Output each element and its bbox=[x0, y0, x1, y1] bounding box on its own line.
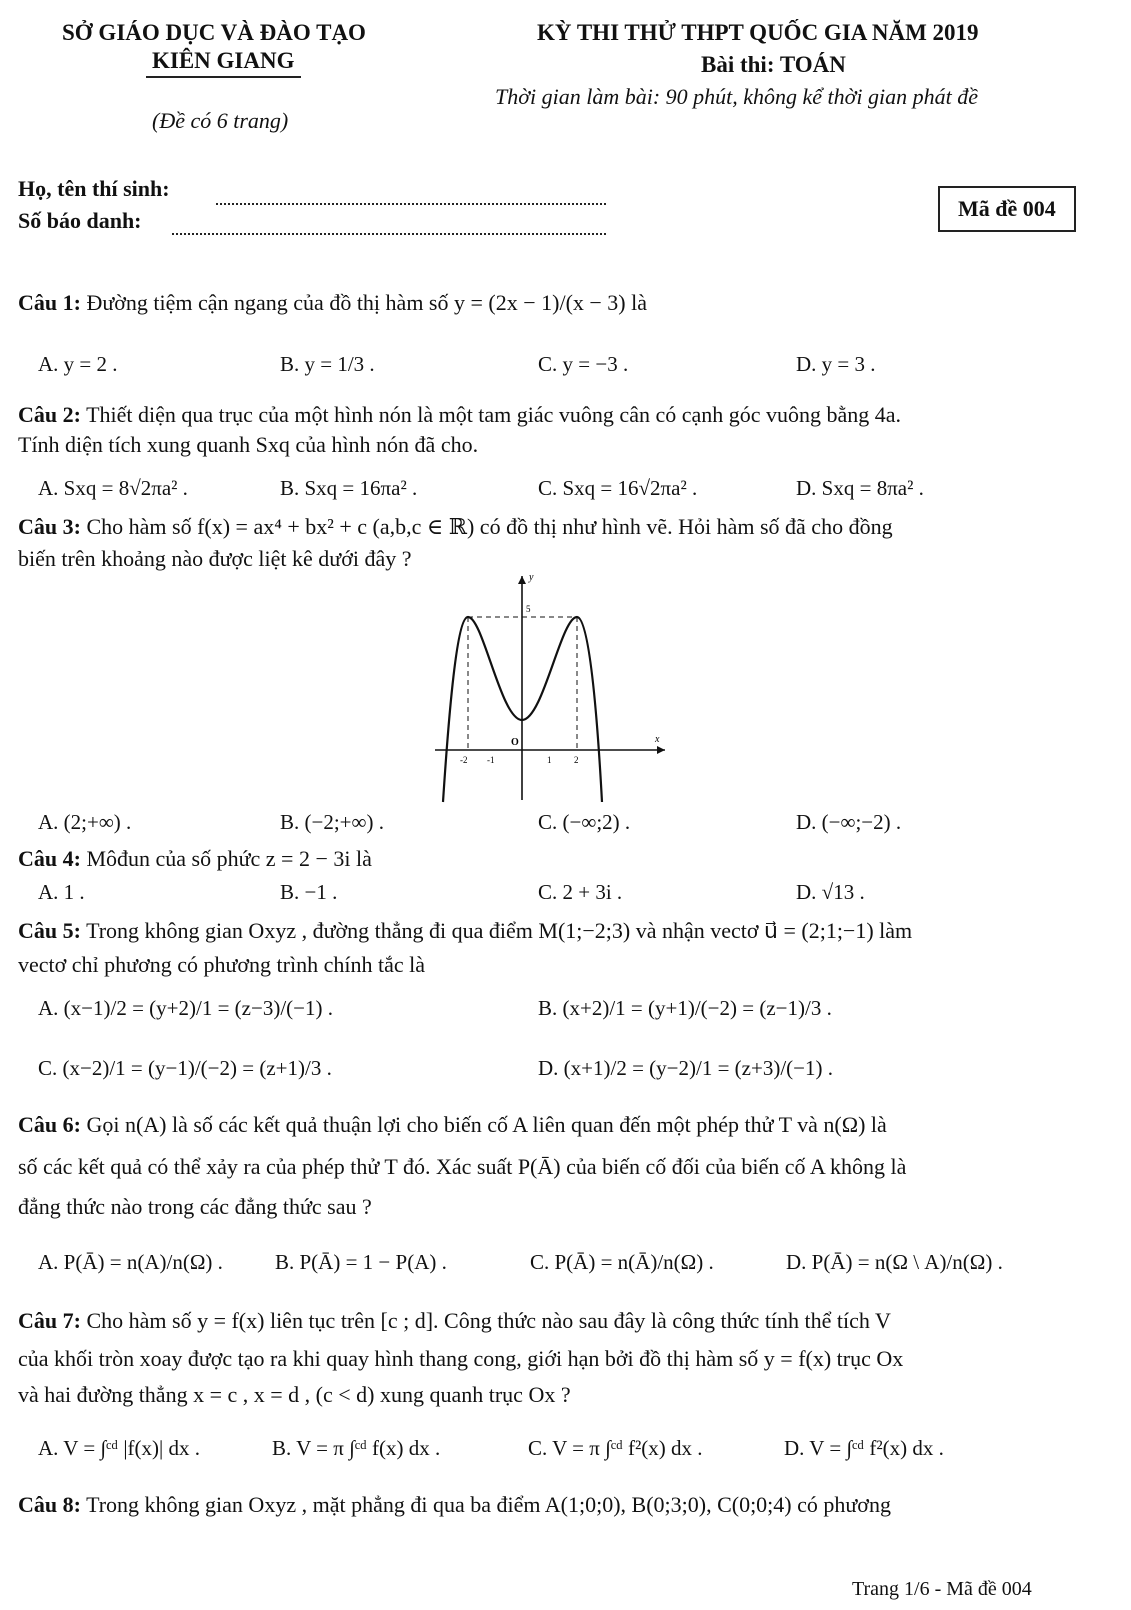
q6-option-a[interactable]: A. P(Ā) = n(A)/n(Ω) . bbox=[38, 1250, 223, 1274]
q4-option-b[interactable]: B. −1 . bbox=[280, 880, 338, 904]
student-name-field[interactable] bbox=[216, 203, 606, 205]
province-name: KIÊN GIANG bbox=[146, 48, 301, 78]
q3-option-b[interactable]: B. (−2;+∞) . bbox=[280, 810, 384, 834]
origin-label: O bbox=[511, 737, 519, 748]
q2-option-c[interactable]: C. Sxq = 16√2πa² . bbox=[538, 476, 698, 500]
q5-option-d[interactable]: D. (x+1)/2 = (y−2)/1 = (z+3)/(−1) . bbox=[538, 1056, 833, 1080]
question-text: Trong không gian Oxyz , đường thẳng đi qua điểm M(1;−2;3) và nhận vectơ u⃗ = (2;1;−1) làm bbox=[86, 918, 913, 943]
question-text: Môđun của số phức z = 2 − 3i là bbox=[86, 846, 372, 871]
question-7-line-2: của khối tròn xoay được tạo ra khi quay hình thang cong, giới hạn bởi đồ thị hàm số y = f(x) trục Ox bbox=[18, 1346, 904, 1371]
q6-option-d[interactable]: D. P(Ā) = n(Ω \ A)/n(Ω) . bbox=[786, 1250, 1003, 1274]
q7-option-c[interactable]: C. V = π ∫ᶜᵈ f²(x) dx . bbox=[528, 1436, 703, 1460]
subject-title: Bài thi: TOÁN bbox=[701, 52, 846, 77]
question-label: Câu 3: bbox=[18, 514, 81, 539]
x-tick-1: 1 bbox=[547, 755, 552, 765]
q4-option-d[interactable]: D. √13 . bbox=[796, 880, 865, 904]
question-2 bbox=[18, 402, 901, 428]
page-footer: Trang 1/6 - Mã đề 004 bbox=[852, 1578, 1032, 1600]
student-name-label: Họ, tên thí sinh: bbox=[18, 176, 170, 201]
q1-option-c[interactable]: C. y = −3 . bbox=[538, 352, 629, 376]
q5-option-c[interactable]: C. (x−2)/1 = (y−1)/(−2) = (z+1)/3 . bbox=[38, 1056, 332, 1080]
question-3 bbox=[18, 514, 893, 540]
q1-option-a[interactable]: A. y = 2 . bbox=[38, 352, 118, 376]
question-label: Câu 4: bbox=[18, 846, 81, 871]
question-7-line-3: và hai đường thẳng x = c , x = d , (c < d) xung quanh trục Ox ? bbox=[18, 1382, 571, 1407]
q3-option-c[interactable]: C. (−∞;2) . bbox=[538, 810, 631, 834]
question-text: Đường tiệm cận ngang của đồ thị hàm số y = (2x − 1)/(x − 3) là bbox=[86, 290, 648, 315]
q1-option-d[interactable]: D. y = 3 . bbox=[796, 352, 876, 376]
question-6 bbox=[18, 1112, 887, 1138]
q3-option-d[interactable]: D. (−∞;−2) . bbox=[796, 810, 902, 834]
question-text: Gọi n(A) là số các kết quả thuận lợi cho biến cố A liên quan đến một phép thử T và n(Ω) là bbox=[86, 1112, 887, 1137]
question-2-line-2: Tính diện tích xung quanh Sxq của hình nón đã cho. bbox=[18, 432, 479, 457]
q7-option-b[interactable]: B. V = π ∫ᶜᵈ f(x) dx . bbox=[272, 1436, 441, 1460]
question-label: Câu 7: bbox=[18, 1308, 81, 1333]
q1-option-b[interactable]: B. y = 1/3 . bbox=[280, 352, 375, 376]
q7-option-d[interactable]: D. V = ∫ᶜᵈ f²(x) dx . bbox=[784, 1436, 944, 1460]
q3-option-a[interactable]: A. (2;+∞) . bbox=[38, 810, 132, 834]
q7-option-a[interactable]: A. V = ∫ᶜᵈ |f(x)| dx . bbox=[38, 1436, 200, 1460]
x-tick-minus-2: -2 bbox=[460, 755, 468, 765]
q5-option-a[interactable]: A. (x−1)/2 = (y+2)/1 = (z−3)/(−1) . bbox=[38, 996, 333, 1020]
question-8 bbox=[18, 1492, 891, 1518]
function-graph bbox=[425, 570, 675, 805]
y-tick-5: 5 bbox=[526, 604, 531, 614]
q2-option-d[interactable]: D. Sxq = 8πa² . bbox=[796, 476, 924, 500]
student-id-label: Số báo danh: bbox=[18, 208, 142, 233]
y-axis-arrow bbox=[518, 576, 526, 584]
y-axis-label: y bbox=[529, 572, 534, 583]
q4-option-a[interactable]: A. 1 . bbox=[38, 880, 85, 904]
x-tick-minus-1: -1 bbox=[487, 755, 495, 765]
question-1 bbox=[18, 290, 647, 316]
x-tick-2: 2 bbox=[574, 755, 579, 765]
question-label: Câu 1: bbox=[18, 290, 81, 315]
x-axis-label: x bbox=[655, 734, 660, 745]
question-6-line-3: đẳng thức nào trong các đẳng thức sau ? bbox=[18, 1194, 372, 1219]
question-text: Cho hàm số y = f(x) liên tục trên [c ; d]. Công thức nào sau đây là công thức tính thể tích V bbox=[86, 1308, 891, 1333]
question-text: Cho hàm số f(x) = ax⁴ + bx² + c (a,b,c ∈ ℝ) có đồ thị như hình vẽ. Hỏi hàm số đã cho đồng bbox=[86, 514, 893, 539]
student-id-field[interactable] bbox=[172, 233, 606, 235]
question-5-line-2: vectơ chỉ phương có phương trình chính tắc là bbox=[18, 952, 425, 977]
question-label: Câu 2: bbox=[18, 402, 81, 427]
q6-option-c[interactable]: C. P(Ā) = n(Ā)/n(Ω) . bbox=[530, 1250, 714, 1274]
question-5 bbox=[18, 918, 912, 944]
question-text: Trong không gian Oxyz , mặt phẳng đi qua ba điểm A(1;0;0), B(0;3;0), C(0;0;4) có phương bbox=[86, 1492, 891, 1517]
question-text: Thiết diện qua trục của một hình nón là một tam giác vuông cân có cạnh góc vuông bằng 4a. bbox=[86, 402, 902, 427]
question-3-line-2: biến trên khoảng nào được liệt kê dưới đây ? bbox=[18, 546, 412, 571]
department-name: SỞ GIÁO DỤC VÀ ĐÀO TẠO bbox=[62, 20, 366, 45]
q6-option-b[interactable]: B. P(Ā) = 1 − P(A) . bbox=[275, 1250, 447, 1274]
q2-option-a[interactable]: A. Sxq = 8√2πa² . bbox=[38, 476, 188, 500]
question-label: Câu 8: bbox=[18, 1492, 81, 1517]
time-note: Thời gian làm bài: 90 phút, không kể thời gian phát đề bbox=[495, 84, 979, 109]
question-6-line-2: số các kết quả có thể xảy ra của phép thử T đó. Xác suất P(Ā) của biến cố đối của biến cố A không là bbox=[18, 1154, 907, 1179]
question-4 bbox=[18, 846, 372, 872]
question-7 bbox=[18, 1308, 891, 1334]
question-label: Câu 6: bbox=[18, 1112, 81, 1137]
q5-option-b[interactable]: B. (x+2)/1 = (y+1)/(−2) = (z−1)/3 . bbox=[538, 996, 832, 1020]
pages-note: (Đề có 6 trang) bbox=[152, 108, 289, 133]
q2-option-b[interactable]: B. Sxq = 16πa² . bbox=[280, 476, 418, 500]
x-axis-arrow bbox=[657, 746, 665, 754]
exam-title: KỲ THI THỬ THPT QUỐC GIA NĂM 2019 bbox=[537, 20, 979, 45]
q4-option-c[interactable]: C. 2 + 3i . bbox=[538, 880, 623, 904]
question-label: Câu 5: bbox=[18, 918, 81, 943]
exam-code-box: Mã đề 004 bbox=[938, 186, 1076, 232]
